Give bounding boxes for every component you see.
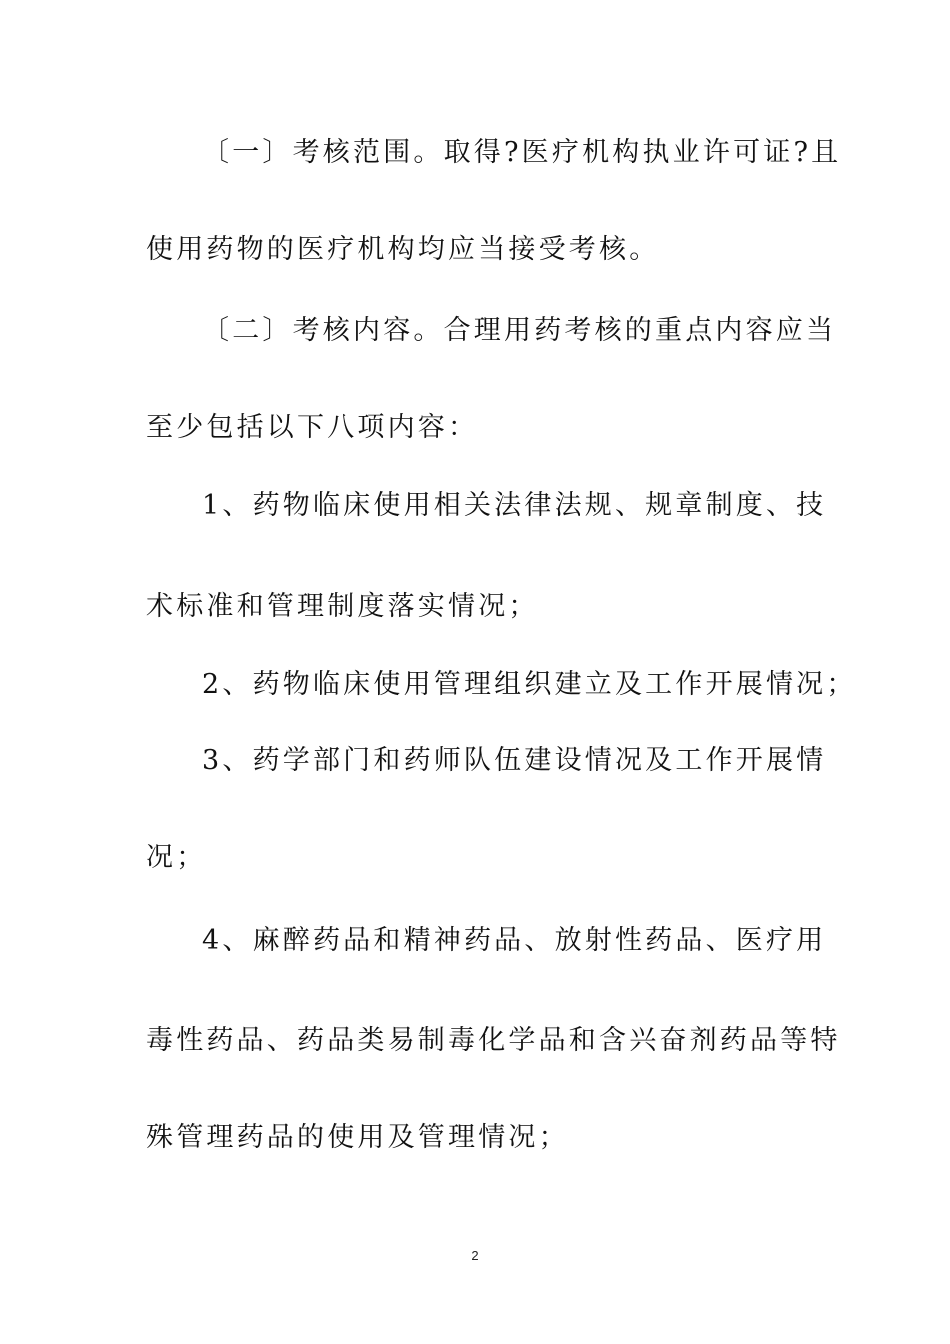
list-item-2-line-1: 2、药物临床使用管理组织建立及工作开展情况； (202, 669, 857, 700)
list-item-3-line-1: 3、药学部门和药师队伍建设情况及工作开展情 (202, 745, 827, 776)
page-number: 2 (471, 1248, 479, 1263)
paragraph-2-line-1: 〔二〕考核内容。合理用药考核的重点内容应当 (202, 315, 837, 346)
paragraph-1-line-1: 〔一〕考核范围。取得?医疗机构执业许可证?且 (202, 137, 842, 168)
list-item-1-line-1: 1、药物临床使用相关法律法规、规章制度、技 (202, 490, 827, 521)
list-item-4-line-1: 4、麻醉药品和精神药品、放射性药品、医疗用 (202, 925, 827, 956)
paragraph-2-line-2: 至少包括以下八项内容： (146, 412, 479, 443)
list-item-4-line-3: 殊管理药品的使用及管理情况； (146, 1122, 569, 1153)
list-item-1-line-2: 术标准和管理制度落实情况； (146, 591, 539, 622)
paragraph-1-line-2: 使用药物的医疗机构均应当接受考核。 (146, 234, 660, 265)
list-item-4-line-2: 毒性药品、药品类易制毒化学品和含兴奋剂药品等特 (146, 1025, 841, 1056)
list-item-3-line-2: 况； (146, 842, 207, 873)
